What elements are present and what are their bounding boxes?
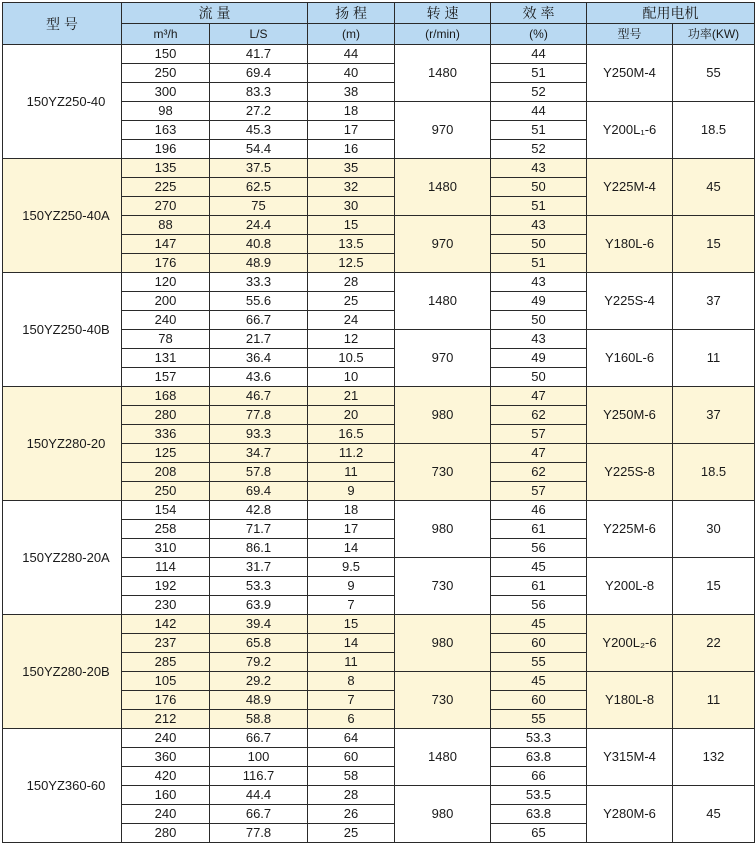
- motor-model-cell: Y160L-6: [587, 330, 673, 387]
- model-cell: 150YZ250-40: [3, 45, 122, 159]
- speed-cell: 970: [395, 216, 491, 273]
- motor-model-cell: Y280M-6: [587, 786, 673, 843]
- efficiency-cell: 61: [491, 577, 587, 596]
- flow-m3h-cell: 176: [122, 691, 210, 710]
- head-cell: 64: [308, 729, 395, 748]
- motor-power-cell: 15: [673, 558, 755, 615]
- flow-ls-cell: 66.7: [210, 311, 308, 330]
- efficiency-cell: 50: [491, 178, 587, 197]
- head-cell: 20: [308, 406, 395, 425]
- header-row-1: [3, 3, 755, 24]
- flow-m3h-cell: 237: [122, 634, 210, 653]
- flow-ls-cell: 48.9: [210, 691, 308, 710]
- flow-m3h-cell: 240: [122, 311, 210, 330]
- motor-power-cell: 11: [673, 330, 755, 387]
- motor-model-cell: Y315M-4: [587, 729, 673, 786]
- speed-cell: 970: [395, 102, 491, 159]
- efficiency-cell: 55: [491, 653, 587, 672]
- head-cell: 7: [308, 596, 395, 615]
- motor-power-cell: 45: [673, 159, 755, 216]
- flow-ls-cell: 48.9: [210, 254, 308, 273]
- motor-model-cell: Y180L-6: [587, 216, 673, 273]
- efficiency-cell: 51: [491, 254, 587, 273]
- spec-body: [3, 45, 755, 843]
- flow-ls-cell: 37.5: [210, 159, 308, 178]
- flow-ls-cell: 53.3: [210, 577, 308, 596]
- flow-m3h-cell: 154: [122, 501, 210, 520]
- flow-m3h-cell: 147: [122, 235, 210, 254]
- header-speed-unit: (r/min): [395, 24, 491, 45]
- head-cell: 16.5: [308, 425, 395, 444]
- efficiency-cell: 51: [491, 64, 587, 83]
- head-cell: 28: [308, 786, 395, 805]
- motor-model-cell: Y200L-8: [587, 558, 673, 615]
- flow-m3h-cell: 157: [122, 368, 210, 387]
- flow-m3h-cell: 225: [122, 178, 210, 197]
- efficiency-cell: 66: [491, 767, 587, 786]
- efficiency-cell: 53.3: [491, 729, 587, 748]
- efficiency-cell: 60: [491, 634, 587, 653]
- efficiency-cell: 45: [491, 615, 587, 634]
- efficiency-cell: 46: [491, 501, 587, 520]
- flow-m3h-cell: 98: [122, 102, 210, 121]
- header-flow-m3h: m³/h: [122, 24, 210, 45]
- flow-ls-cell: 77.8: [210, 406, 308, 425]
- head-cell: 32: [308, 178, 395, 197]
- head-cell: 40: [308, 64, 395, 83]
- model-cell: 150YZ250-40B: [3, 273, 122, 387]
- head-cell: 12: [308, 330, 395, 349]
- speed-cell: 980: [395, 387, 491, 444]
- flow-m3h-cell: 208: [122, 463, 210, 482]
- flow-ls-cell: 24.4: [210, 216, 308, 235]
- efficiency-cell: 62: [491, 406, 587, 425]
- head-cell: 24: [308, 311, 395, 330]
- efficiency-cell: 56: [491, 596, 587, 615]
- flow-m3h-cell: 176: [122, 254, 210, 273]
- motor-model-cell: Y225S-8: [587, 444, 673, 501]
- flow-m3h-cell: 88: [122, 216, 210, 235]
- flow-ls-cell: 57.8: [210, 463, 308, 482]
- flow-ls-cell: 29.2: [210, 672, 308, 691]
- table-row: [3, 159, 755, 178]
- head-cell: 10.5: [308, 349, 395, 368]
- header-speed: 转 速: [395, 3, 491, 24]
- flow-ls-cell: 75: [210, 197, 308, 216]
- head-cell: 60: [308, 748, 395, 767]
- speed-cell: 970: [395, 330, 491, 387]
- flow-m3h-cell: 160: [122, 786, 210, 805]
- motor-power-cell: 37: [673, 273, 755, 330]
- flow-m3h-cell: 200: [122, 292, 210, 311]
- flow-ls-cell: 40.8: [210, 235, 308, 254]
- head-cell: 15: [308, 216, 395, 235]
- head-cell: 11: [308, 463, 395, 482]
- head-cell: 14: [308, 539, 395, 558]
- head-cell: 10: [308, 368, 395, 387]
- flow-m3h-cell: 230: [122, 596, 210, 615]
- header-flow-ls: L/S: [210, 24, 308, 45]
- flow-m3h-cell: 120: [122, 273, 210, 292]
- head-cell: 58: [308, 767, 395, 786]
- head-cell: 25: [308, 292, 395, 311]
- header-flow: 流 量: [122, 3, 308, 24]
- header-head-unit: (m): [308, 24, 395, 45]
- head-cell: 9: [308, 577, 395, 596]
- flow-m3h-cell: 212: [122, 710, 210, 729]
- table-row: [3, 729, 755, 748]
- efficiency-cell: 47: [491, 444, 587, 463]
- flow-ls-cell: 93.3: [210, 425, 308, 444]
- flow-m3h-cell: 310: [122, 539, 210, 558]
- motor-model-cell: Y225S-4: [587, 273, 673, 330]
- efficiency-cell: 50: [491, 311, 587, 330]
- motor-power-cell: 18.5: [673, 102, 755, 159]
- efficiency-cell: 43: [491, 216, 587, 235]
- efficiency-cell: 50: [491, 368, 587, 387]
- flow-ls-cell: 41.7: [210, 45, 308, 64]
- efficiency-cell: 44: [491, 45, 587, 64]
- motor-model-cell: Y180L-8: [587, 672, 673, 729]
- efficiency-cell: 49: [491, 292, 587, 311]
- head-cell: 17: [308, 121, 395, 140]
- flow-m3h-cell: 360: [122, 748, 210, 767]
- speed-cell: 1480: [395, 45, 491, 102]
- flow-m3h-cell: 250: [122, 482, 210, 501]
- motor-model-cell: Y200L₁-6: [587, 102, 673, 159]
- efficiency-cell: 51: [491, 121, 587, 140]
- motor-power-cell: 15: [673, 216, 755, 273]
- header-efficiency-unit: (%): [491, 24, 587, 45]
- flow-ls-cell: 83.3: [210, 83, 308, 102]
- flow-ls-cell: 62.5: [210, 178, 308, 197]
- flow-ls-cell: 69.4: [210, 482, 308, 501]
- motor-model-cell: Y225M-6: [587, 501, 673, 558]
- flow-m3h-cell: 250: [122, 64, 210, 83]
- motor-model-cell: Y225M-4: [587, 159, 673, 216]
- flow-ls-cell: 65.8: [210, 634, 308, 653]
- head-cell: 35: [308, 159, 395, 178]
- efficiency-cell: 51: [491, 197, 587, 216]
- efficiency-cell: 55: [491, 710, 587, 729]
- efficiency-cell: 50: [491, 235, 587, 254]
- head-cell: 15: [308, 615, 395, 634]
- flow-ls-cell: 55.6: [210, 292, 308, 311]
- table-row: [3, 387, 755, 406]
- efficiency-cell: 45: [491, 558, 587, 577]
- table-row: [3, 45, 755, 64]
- head-cell: 7: [308, 691, 395, 710]
- head-cell: 11.2: [308, 444, 395, 463]
- head-cell: 18: [308, 102, 395, 121]
- flow-ls-cell: 86.1: [210, 539, 308, 558]
- efficiency-cell: 63.8: [491, 805, 587, 824]
- table-row: [3, 501, 755, 520]
- model-cell: 150YZ250-40A: [3, 159, 122, 273]
- head-cell: 9: [308, 482, 395, 501]
- head-cell: 30: [308, 197, 395, 216]
- flow-m3h-cell: 240: [122, 805, 210, 824]
- flow-ls-cell: 39.4: [210, 615, 308, 634]
- flow-ls-cell: 69.4: [210, 64, 308, 83]
- head-cell: 16: [308, 140, 395, 159]
- flow-ls-cell: 46.7: [210, 387, 308, 406]
- header-model: 型 号: [3, 3, 122, 45]
- flow-m3h-cell: 114: [122, 558, 210, 577]
- flow-m3h-cell: 280: [122, 824, 210, 843]
- flow-ls-cell: 31.7: [210, 558, 308, 577]
- speed-cell: 1480: [395, 273, 491, 330]
- efficiency-cell: 61: [491, 520, 587, 539]
- head-cell: 28: [308, 273, 395, 292]
- flow-ls-cell: 116.7: [210, 767, 308, 786]
- flow-m3h-cell: 105: [122, 672, 210, 691]
- flow-ls-cell: 33.3: [210, 273, 308, 292]
- pump-spec-table: [2, 2, 755, 843]
- head-cell: 11: [308, 653, 395, 672]
- header-motor: 配用电机: [587, 3, 755, 24]
- flow-ls-cell: 66.7: [210, 805, 308, 824]
- flow-m3h-cell: 420: [122, 767, 210, 786]
- flow-m3h-cell: 300: [122, 83, 210, 102]
- speed-cell: 1480: [395, 159, 491, 216]
- flow-m3h-cell: 163: [122, 121, 210, 140]
- header-motor-power: 功率(KW): [673, 24, 755, 45]
- speed-cell: 730: [395, 672, 491, 729]
- flow-m3h-cell: 196: [122, 140, 210, 159]
- efficiency-cell: 49: [491, 349, 587, 368]
- flow-m3h-cell: 192: [122, 577, 210, 596]
- motor-power-cell: 22: [673, 615, 755, 672]
- head-cell: 17: [308, 520, 395, 539]
- motor-power-cell: 55: [673, 45, 755, 102]
- flow-m3h-cell: 150: [122, 45, 210, 64]
- motor-power-cell: 45: [673, 786, 755, 843]
- efficiency-cell: 57: [491, 425, 587, 444]
- motor-power-cell: 132: [673, 729, 755, 786]
- speed-cell: 980: [395, 786, 491, 843]
- efficiency-cell: 53.5: [491, 786, 587, 805]
- efficiency-cell: 43: [491, 159, 587, 178]
- head-cell: 38: [308, 83, 395, 102]
- head-cell: 18: [308, 501, 395, 520]
- flow-ls-cell: 100: [210, 748, 308, 767]
- table-row: [3, 615, 755, 634]
- flow-m3h-cell: 270: [122, 197, 210, 216]
- flow-m3h-cell: 125: [122, 444, 210, 463]
- header-efficiency: 效 率: [491, 3, 587, 24]
- flow-m3h-cell: 131: [122, 349, 210, 368]
- flow-ls-cell: 42.8: [210, 501, 308, 520]
- flow-ls-cell: 58.8: [210, 710, 308, 729]
- efficiency-cell: 62: [491, 463, 587, 482]
- motor-model-cell: Y200L₂-6: [587, 615, 673, 672]
- flow-ls-cell: 54.4: [210, 140, 308, 159]
- head-cell: 44: [308, 45, 395, 64]
- flow-ls-cell: 21.7: [210, 330, 308, 349]
- flow-ls-cell: 79.2: [210, 653, 308, 672]
- table-row: [3, 273, 755, 292]
- speed-cell: 980: [395, 501, 491, 558]
- flow-m3h-cell: 78: [122, 330, 210, 349]
- speed-cell: 730: [395, 444, 491, 501]
- efficiency-cell: 44: [491, 102, 587, 121]
- model-cell: 150YZ360-60: [3, 729, 122, 843]
- motor-power-cell: 18.5: [673, 444, 755, 501]
- head-cell: 8: [308, 672, 395, 691]
- speed-cell: 730: [395, 558, 491, 615]
- flow-m3h-cell: 258: [122, 520, 210, 539]
- efficiency-cell: 52: [491, 140, 587, 159]
- flow-m3h-cell: 240: [122, 729, 210, 748]
- head-cell: 9.5: [308, 558, 395, 577]
- efficiency-cell: 63.8: [491, 748, 587, 767]
- head-cell: 21: [308, 387, 395, 406]
- flow-ls-cell: 43.6: [210, 368, 308, 387]
- motor-model-cell: Y250M-4: [587, 45, 673, 102]
- flow-m3h-cell: 168: [122, 387, 210, 406]
- efficiency-cell: 43: [491, 273, 587, 292]
- flow-m3h-cell: 280: [122, 406, 210, 425]
- head-cell: 25: [308, 824, 395, 843]
- head-cell: 14: [308, 634, 395, 653]
- efficiency-cell: 65: [491, 824, 587, 843]
- head-cell: 13.5: [308, 235, 395, 254]
- flow-ls-cell: 71.7: [210, 520, 308, 539]
- flow-ls-cell: 34.7: [210, 444, 308, 463]
- model-cell: 150YZ280-20A: [3, 501, 122, 615]
- flow-m3h-cell: 336: [122, 425, 210, 444]
- header-head: 扬 程: [308, 3, 395, 24]
- model-cell: 150YZ280-20: [3, 387, 122, 501]
- efficiency-cell: 52: [491, 83, 587, 102]
- efficiency-cell: 47: [491, 387, 587, 406]
- flow-ls-cell: 27.2: [210, 102, 308, 121]
- header-motor-model: 型号: [587, 24, 673, 45]
- head-cell: 6: [308, 710, 395, 729]
- flow-m3h-cell: 285: [122, 653, 210, 672]
- flow-ls-cell: 63.9: [210, 596, 308, 615]
- flow-ls-cell: 36.4: [210, 349, 308, 368]
- efficiency-cell: 56: [491, 539, 587, 558]
- flow-ls-cell: 77.8: [210, 824, 308, 843]
- head-cell: 12.5: [308, 254, 395, 273]
- speed-cell: 1480: [395, 729, 491, 786]
- flow-ls-cell: 44.4: [210, 786, 308, 805]
- head-cell: 26: [308, 805, 395, 824]
- efficiency-cell: 43: [491, 330, 587, 349]
- speed-cell: 980: [395, 615, 491, 672]
- flow-ls-cell: 45.3: [210, 121, 308, 140]
- motor-model-cell: Y250M-6: [587, 387, 673, 444]
- model-cell: 150YZ280-20B: [3, 615, 122, 729]
- efficiency-cell: 60: [491, 691, 587, 710]
- flow-m3h-cell: 142: [122, 615, 210, 634]
- motor-power-cell: 30: [673, 501, 755, 558]
- efficiency-cell: 57: [491, 482, 587, 501]
- motor-power-cell: 11: [673, 672, 755, 729]
- flow-ls-cell: 66.7: [210, 729, 308, 748]
- flow-m3h-cell: 135: [122, 159, 210, 178]
- efficiency-cell: 45: [491, 672, 587, 691]
- motor-power-cell: 37: [673, 387, 755, 444]
